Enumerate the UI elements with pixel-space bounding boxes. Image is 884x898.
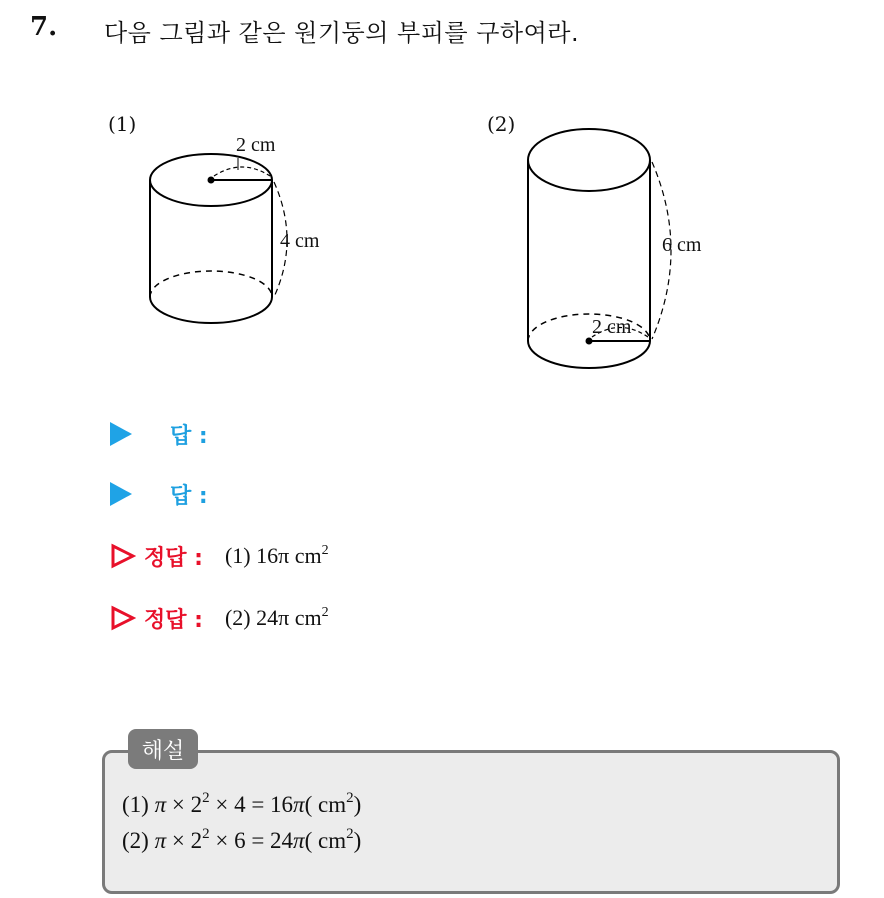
cylinder-1-top [150,154,272,206]
cylinder-1-radius-arc [214,167,270,176]
correct-answer-value: (1) 16π $cm^2$ [224,543,329,568]
answer-row-2 [110,478,208,510]
explanation-line-2: (2) $\pi \times 2^2 \times 6 = 24\pi$( $cm^2$) [122,826,362,853]
explanation-line-1: (1) $\pi \times 2^2 \times 4 = 16\pi$( $cm^2$) [122,790,362,817]
cylinder-1-radius-label: 2 cm [236,134,276,156]
cylinder-2-bottom-front [528,341,650,368]
correct-answer-row-2 [110,602,329,634]
cylinder-2-bottom-back [528,314,650,341]
correct-answer-label: 정답 : [144,607,203,633]
correct-answer-label: 정답 : [144,545,203,571]
answer-row-1 [110,418,208,450]
cylinder-2-height-label: 6 cm [662,234,702,256]
correct-answer-row-1 [110,540,329,572]
figure-1-label: (1) [108,112,137,136]
cylinder-1-center-dot [208,177,215,184]
play-triangle-icon [110,422,132,446]
answer-label: 답 : [170,483,208,509]
question-number: 7. [30,12,58,42]
question-text: 다음 그림과 같은 원기둥의 부피를 구하여라. [104,19,580,47]
explanation-tag: 해설 [128,729,198,769]
outline-triangle-icon [110,543,136,569]
answer-label: 답 : [170,423,208,449]
correct-answer-value: (2) 24π $cm^2$ [224,605,329,630]
explanation-box [102,750,840,894]
cylinder-1-bottom-front [150,297,272,323]
cylinder-2-top [528,129,650,191]
outline-triangle-icon [110,605,136,631]
cylinder-1-bottom-back [150,271,272,297]
figure-2-label: (2) [487,112,516,136]
play-triangle-icon [110,482,132,506]
cylinder-2-radius-label: 2 cm [592,316,632,338]
cylinder-1-height-label: 4 cm [280,230,320,252]
